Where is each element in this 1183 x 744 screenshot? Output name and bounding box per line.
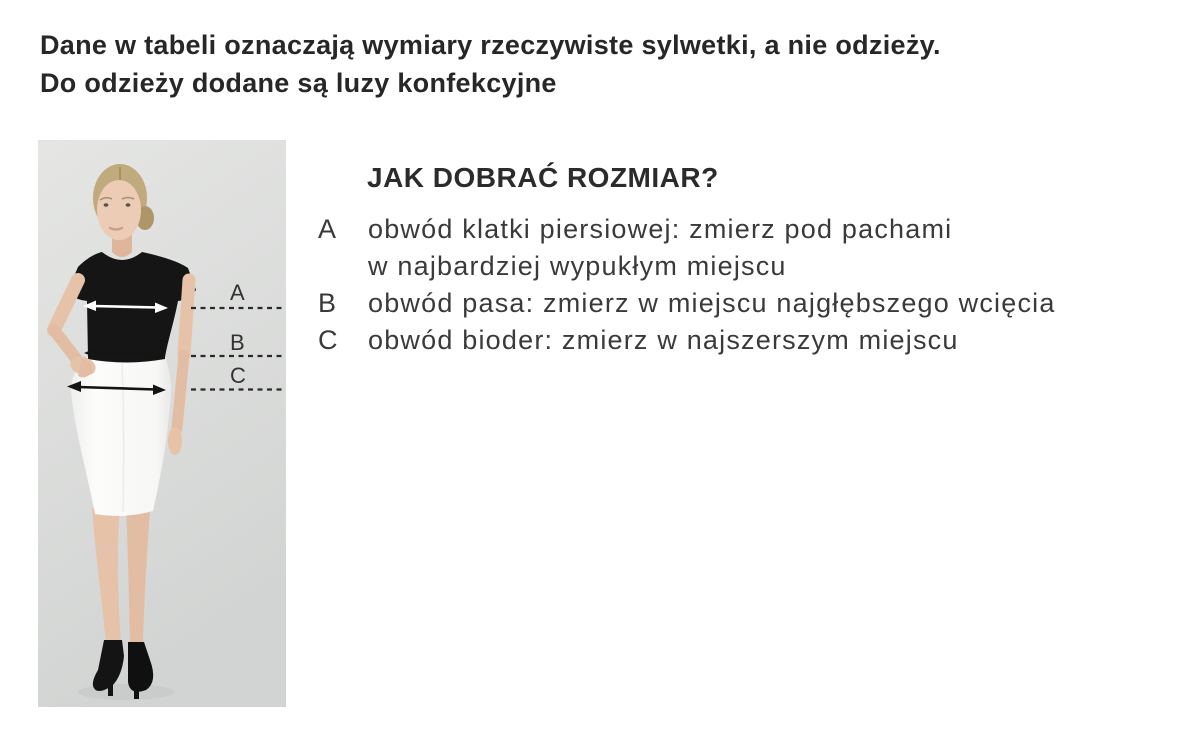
hips-measure-label: C <box>230 363 246 388</box>
table-note-line1: Dane w tabeli oznaczają wymiary rzeczywiste sylwetki, a nie odzieży. <box>40 30 941 60</box>
measure-item-hips <box>318 322 1180 359</box>
measure-item-waist-letter: B <box>318 288 338 318</box>
how-to-choose-size-heading: JAK DOBRAĆ ROZMIAR? <box>367 162 719 193</box>
measure-item-chest-description <box>368 211 1180 285</box>
measure-item-waist <box>318 285 1180 322</box>
measure-item-chest-line1: obwód klatki piersiowej: zmierz pod pachami <box>368 214 953 244</box>
measure-item-chest-letter: A <box>318 214 338 244</box>
measure-instructions-list <box>318 211 1180 359</box>
table-note <box>40 26 941 102</box>
chest-measure-label: A <box>230 280 245 305</box>
measure-item-waist-description: obwód pasa: zmierz w miejscu najgłębszego wcięcia <box>368 288 1056 318</box>
waist-measure-label: B <box>230 330 245 355</box>
measure-item-chest-line2: w najbardziej wypukłym miejscu <box>368 251 787 281</box>
measure-item-chest <box>318 211 1180 285</box>
model-photo <box>38 140 286 707</box>
measure-item-hips-letter: C <box>318 325 339 355</box>
model-figure-illustration <box>38 140 286 707</box>
model-face <box>97 180 141 240</box>
table-note-line2: Do odzieży dodane są luzy konfekcyjne <box>40 68 557 98</box>
floor-shadow <box>78 684 174 700</box>
measure-item-hips-description: obwód bioder: zmierz w najszerszym miejscu <box>368 325 959 355</box>
